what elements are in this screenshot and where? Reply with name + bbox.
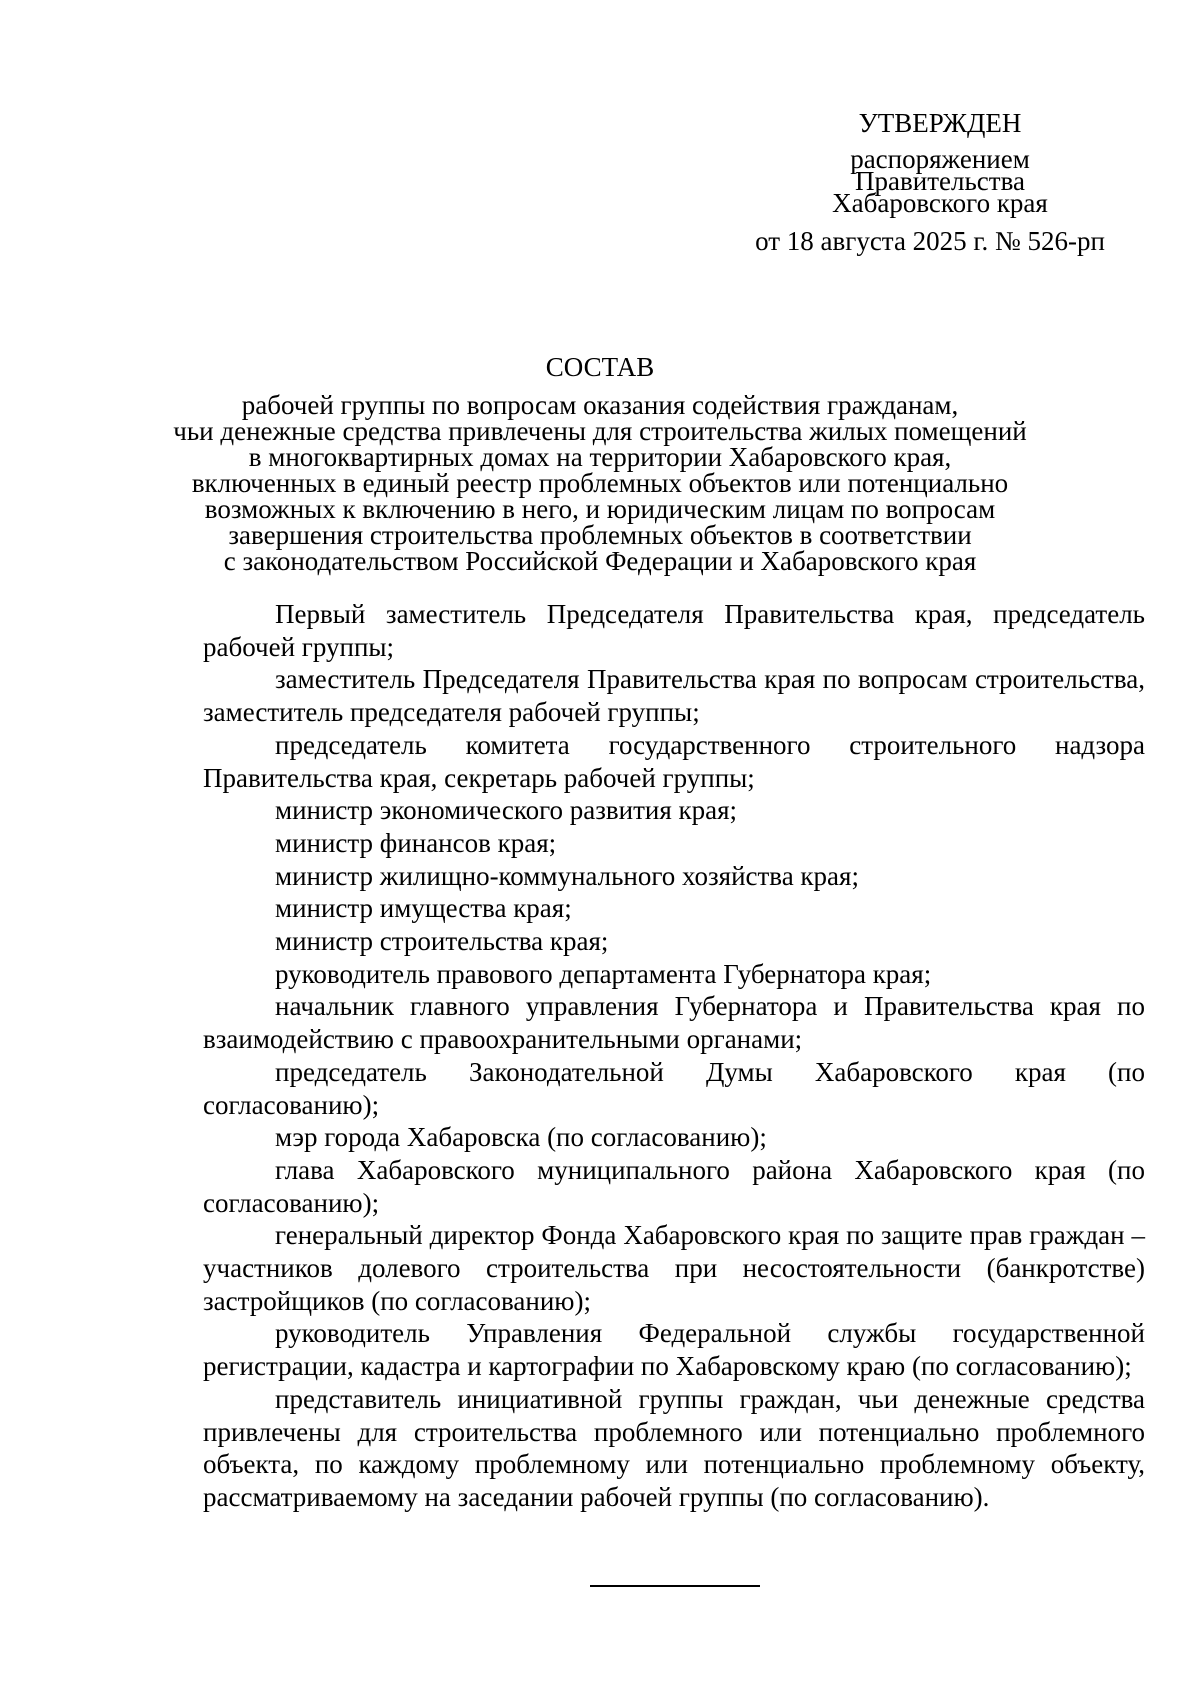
member-item: министр финансов края; (275, 827, 557, 858)
member-item: председатель Законодательной Думы Хабаровского края (по согласованию); (203, 1056, 1145, 1120)
approval-line-government: Правительства (855, 166, 1025, 196)
subtitle-line: завершения строительства проблемных объектов в соответствии (228, 520, 972, 550)
member-item: министр экономического развития края; (275, 795, 738, 826)
subtitle-line: с законодательством Российской Федерации и Хабаровского края (223, 546, 977, 576)
document-title: СОСТАВ (545, 352, 655, 382)
approval-block (740, 104, 1140, 260)
subtitle-line: чьи денежные средства привлечены для строительства жилых помещений (173, 416, 1027, 446)
document-subtitle (150, 392, 1050, 574)
member-item: заместитель Председателя Правительства края по вопросам строительства, заместитель председателя рабочей группы; (203, 664, 1145, 728)
subtitle-line: в многоквартирных домах на территории Хабаровского края, (248, 442, 952, 472)
subtitle-line: возможных к включению в него, и юридическим лицам по вопросам (204, 494, 996, 524)
approval-heading: УТВЕРЖДЕН (858, 108, 1022, 138)
member-item: министр жилищно-коммунального хозяйства края; (275, 860, 859, 891)
member-item: председатель комитета государственного строительного надзора Правительства края, секретарь рабочей группы; (203, 729, 1145, 793)
member-item: руководитель Управления Федеральной службы государственной регистрации, кадастра и картографии по Хабаровскому краю (по согласованию); (203, 1318, 1145, 1382)
subtitle-line: рабочей группы по вопросам оказания содействия гражданам, (241, 390, 959, 420)
member-item: руководитель правового департамента Губернатора края; (275, 958, 932, 989)
member-item: министр имущества края; (275, 893, 572, 924)
member-item: Первый заместитель Председателя Правительства края, председатель рабочей группы; (203, 599, 1145, 662)
member-item: министр строительства края; (275, 926, 609, 957)
member-item: глава Хабаровского муниципального района Хабаровского края (по согласованию); (203, 1154, 1145, 1218)
approval-line-order: распоряжением (850, 144, 1030, 174)
member-item: генеральный директор Фонда Хабаровского края по защите прав граждан – участников долевого строительства при несостоятельности (банкротстве) застройщиков (по согласованию); (203, 1220, 1145, 1316)
subtitle-line: включенных в единый реестр проблемных объектов или потенциально (191, 468, 1009, 498)
member-item: начальник главного управления Губернатора и Правительства края по взаимодействию с правоохранительными органами; (203, 991, 1145, 1055)
end-divider (590, 1585, 760, 1587)
approval-line-region: Хабаровского края (832, 188, 1048, 218)
member-item: представитель инициативной группы граждан, чьи денежные средства привлечены для строительства проблемного или потенциально проблемного объекта, по каждому проблемному или потенциально проблемному объекту, рассматриваемому на заседании рабочей группы (по согласованию). (203, 1383, 1145, 1512)
member-item: мэр города Хабаровска (по согласованию); (275, 1122, 767, 1153)
members-list (203, 598, 1145, 1514)
approval-date: от 18 августа 2025 г. № 526-рп (755, 226, 1105, 256)
